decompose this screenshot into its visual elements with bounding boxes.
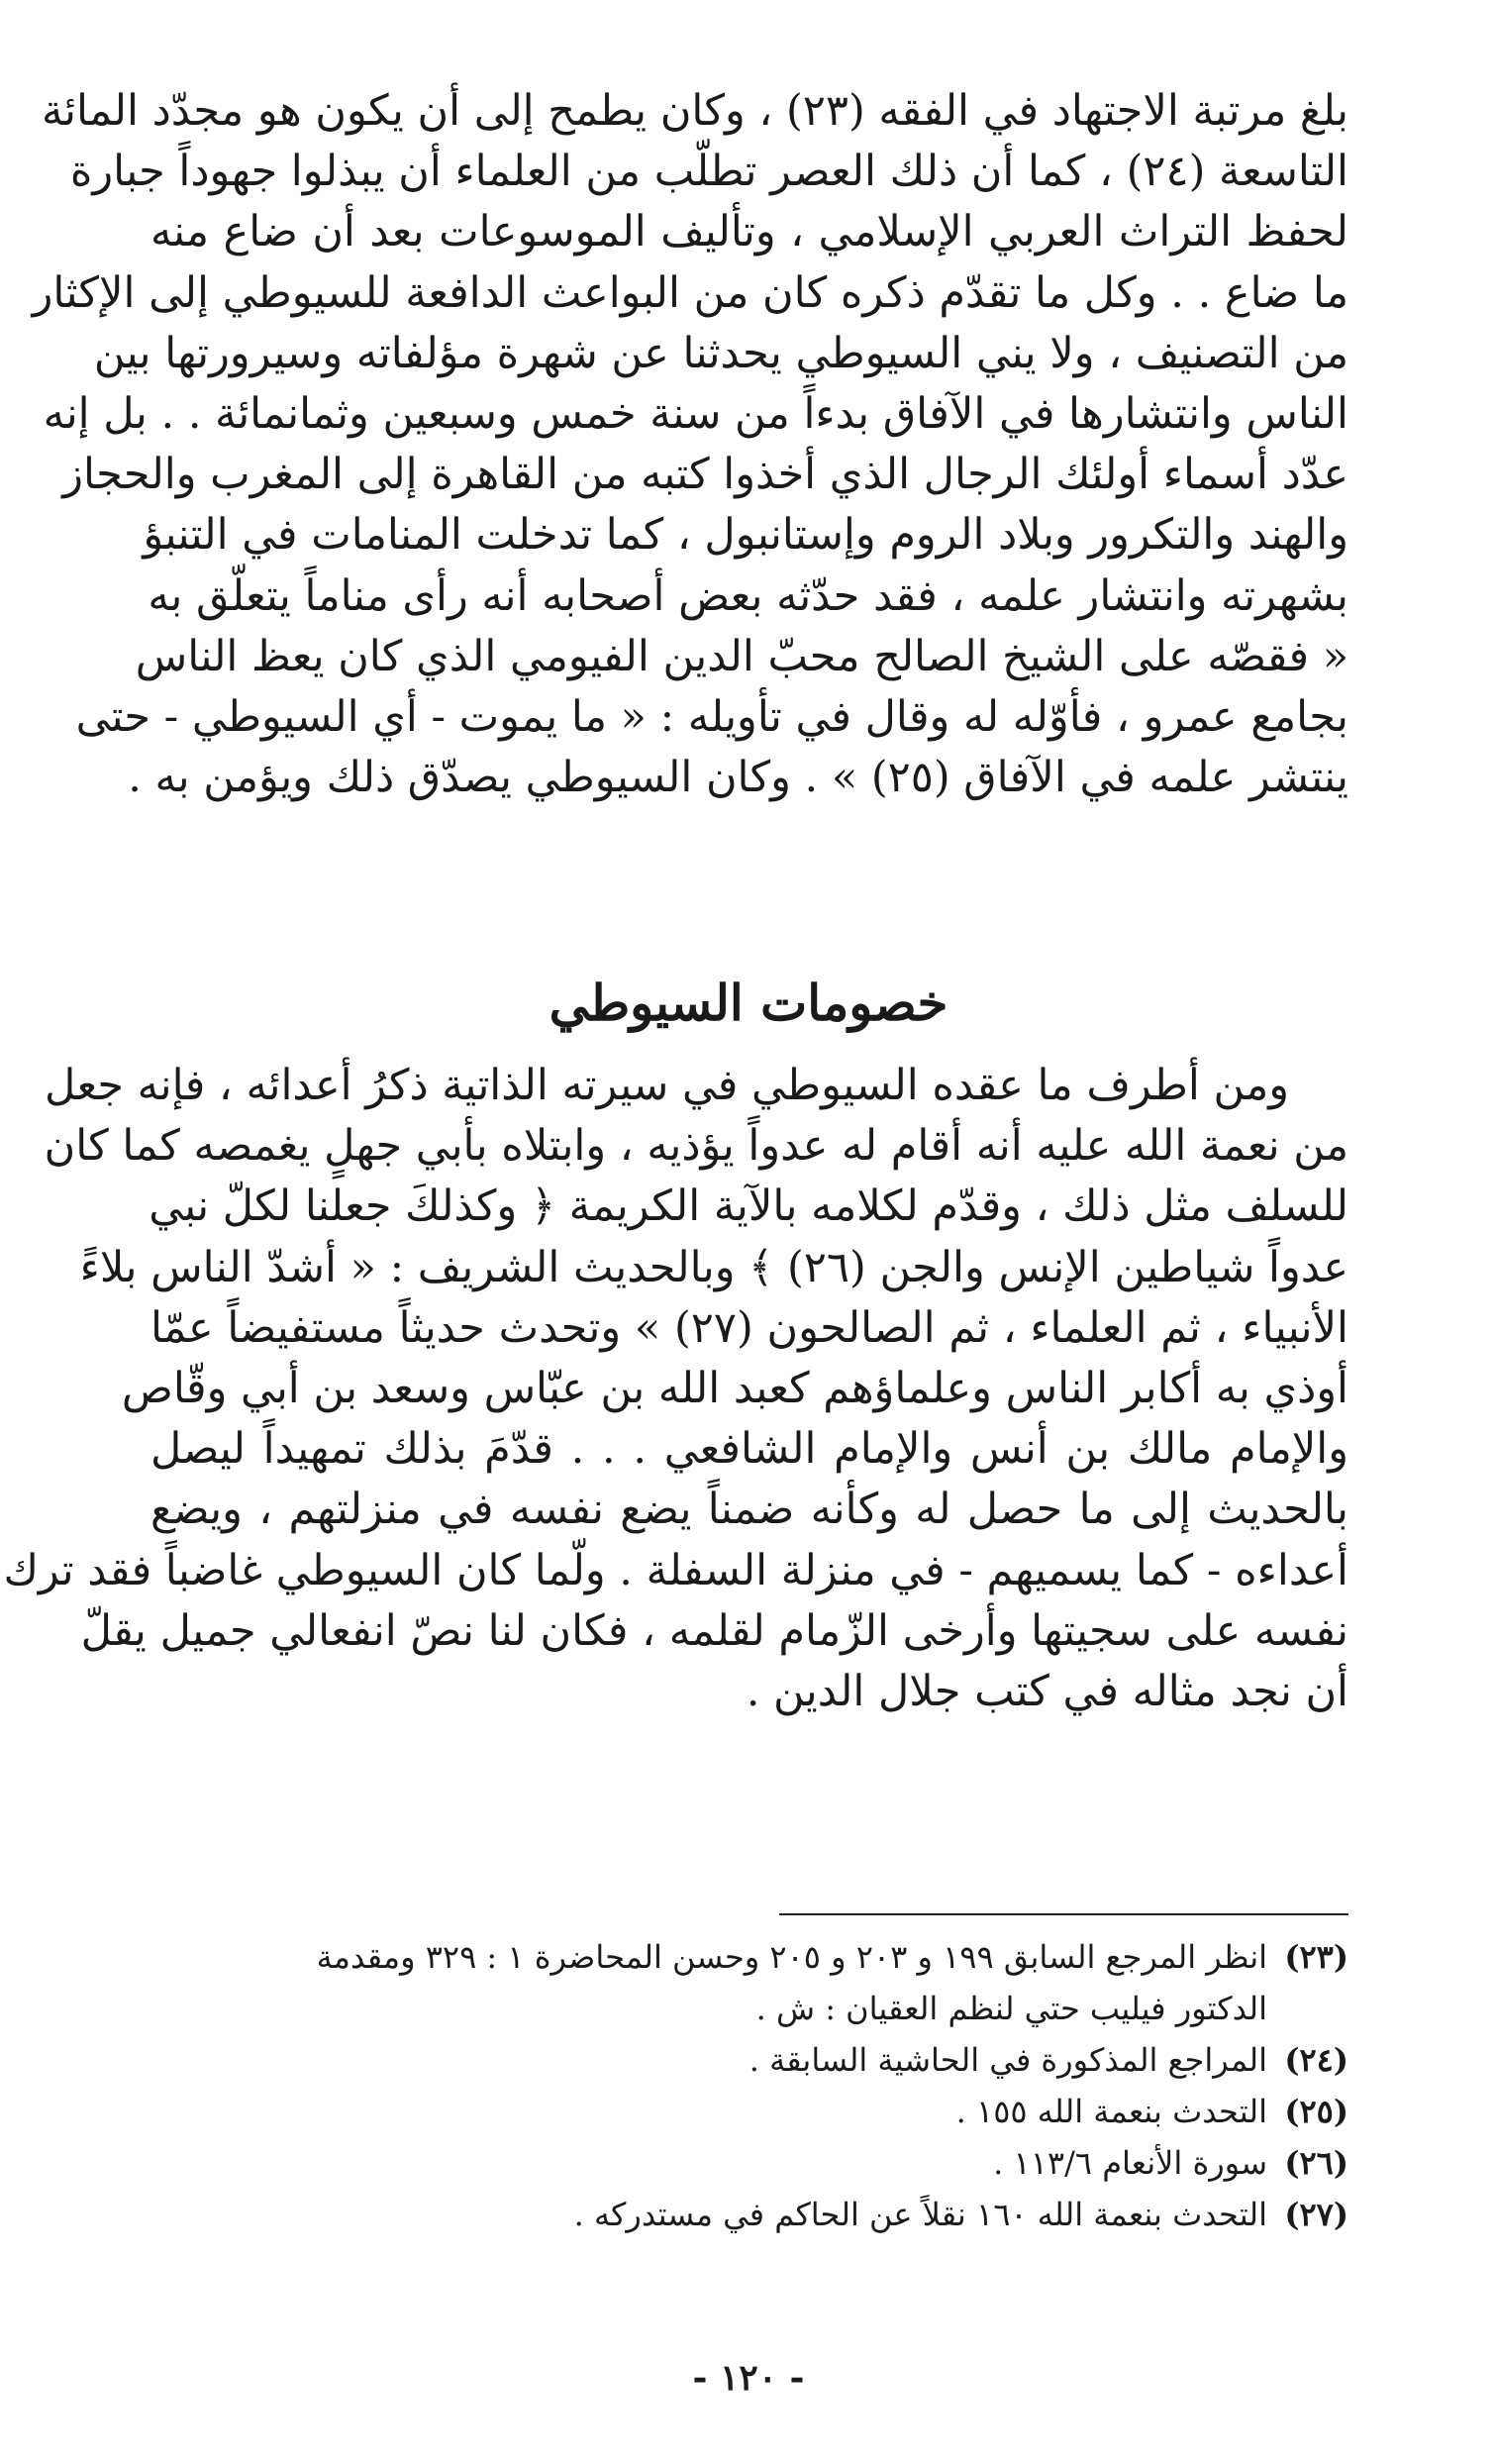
footnote-divider — [779, 1913, 1348, 1915]
text-line: الأنبياء ، ثم العلماء ، ثم الصالحون (٢٧) » وتحدث حديثاً مستفيضاً عمّا — [150, 1302, 1348, 1353]
text-line: والهند والتكرور وبلاد الروم وإستانبول ، كما تدخلت المنامات في التنبؤ — [143, 510, 1348, 561]
text-line: للسلف مثل ذلك ، وقدّم لكلامه بالآية الكريمة ﴿ وكذلكَ جعلنا لكلّ نبي — [149, 1181, 1348, 1232]
text-line: عدواً شياطين الإنس والجن (٢٦) ﴾ وبالحديث الشريف : « أشدّ الناس بلاءً — [79, 1242, 1348, 1292]
text-line: ينتشر علمه في الآفاق (٢٥) » . وكان السيوطي يصدّق ذلك ويؤمن به . — [128, 753, 1348, 803]
footnote-26 — [150, 2137, 1348, 2189]
footnote-line: التحدث بنعمة الله ١٦٠ نقلاً عن الحاكم في مستدركه . — [573, 2196, 1267, 2233]
footnote-24 — [150, 2034, 1348, 2086]
footnote-number: (٢٤) — [1284, 2041, 1348, 2079]
footnote-line: المراجع المذكورة في الحاشية السابقة . — [748, 2041, 1267, 2079]
text-line: من نعمة الله عليه أنه أقام له عدواً يؤذيه ، وابتلاه بأبي جهلٍ يغمصه كما كان — [44, 1121, 1348, 1172]
footnote-line: سورة الأنعام ١١٣/٦ . — [993, 2144, 1267, 2182]
paragraph-2 — [3, 1056, 1348, 1722]
footnote-text — [150, 1931, 1267, 2034]
page-number: - ١٢٠ - — [692, 2357, 805, 2399]
footnote-23 — [150, 1931, 1348, 2034]
footnote-text — [150, 2189, 1267, 2240]
text-line: عدّد أسماء أولئك الرجال الذي أخذوا كتبه من القاهرة إلى المغرب والحجاز — [62, 450, 1348, 500]
section-heading: خصومات السيوطي — [549, 974, 948, 1032]
text-line: بالحديث إلى ما حصل له وكأنه ضمناً يضع نفسه في منزلتهم ، ويضع — [150, 1485, 1348, 1535]
footnote-25 — [150, 2086, 1348, 2137]
footnotes — [150, 1931, 1348, 2240]
text-line: بشهرته وانتشار علمه ، فقد حدّثه بعض أصحابه أنه رأى مناماً يتعلّق به — [148, 570, 1348, 621]
text-line: بجامع عمرو ، فأوّله له وقال في تأويله : « ما يموت - أي السيوطي - حتى — [75, 692, 1348, 743]
footnote-line: التحدث بنعمة الله ١٥٥ . — [955, 2093, 1267, 2130]
text-line: التاسعة (٢٤) ، كما أن ذلك العصر تطلّب من العلماء أن يبذلوا جهوداً جبارة — [69, 147, 1348, 197]
text-line: نفسه على سجيتها وأرخى الزّمام لقلمه ، فكان لنا نصّ انفعالي جميل يقلّ — [80, 1605, 1348, 1656]
text-line: أن نجد مثاله في كتب جلال الدين . — [746, 1667, 1348, 1717]
footnote-number: (٢٦) — [1284, 2144, 1348, 2182]
text-line: أعداءه - كما يسميهم - في منزلة السفلة . ولّما كان السيوطي غاضباً فقد ترك — [3, 1545, 1348, 1595]
footnote-number: (٢٣) — [1284, 1938, 1348, 1976]
text-line: من التصنيف ، ولا يني السيوطي يحدثنا عن شهرة مؤلفاته وسيرورتها بين — [93, 328, 1348, 378]
text-line: ما ضاع . . وكل ما تقدّم ذكره كان من البواعث الدافعة للسيوطي إلى الإكثار — [32, 267, 1348, 318]
text-line: بلغ مرتبة الاجتهاد في الفقه (٢٣) ، وكان يطمح إلى أن يكون هو مجدّد المائة — [41, 86, 1348, 136]
text-line: والإمام مالك بن أنس والإمام الشافعي . . . قدّمَ بذلك تمهيداً ليصل — [150, 1424, 1348, 1475]
footnote-number: (٢٧) — [1284, 2196, 1348, 2233]
text-line: لحفظ التراث العربي الإسلامي ، وتأليف الموسوعات بعد أن ضاع منه — [150, 207, 1348, 257]
paragraph-1 — [32, 81, 1348, 808]
text-line: الناس وانتشارها في الآفاق بدءاً من سنة خمس وسبعين وثمانمائة . . بل إنه — [43, 389, 1348, 440]
footnote-line: انظر المرجع السابق ١٩٩ و ٢٠٣ و ٢٠٥ وحسن المحاضرة ١ : ٣٢٩ ومقدمة — [316, 1938, 1267, 1976]
text-line: ومن أطرف ما عقده السيوطي في سيرته الذاتية ذكرُ أعدائه ، فإنه جعل — [45, 1061, 1289, 1110]
text-line: « فقصّه على الشيخ الصالح محبّ الدين الفيومي الذي كان يعظ الناس — [135, 631, 1348, 681]
footnote-text — [150, 2137, 1267, 2189]
footnote-text — [150, 2086, 1267, 2137]
footnote-line: الدكتور فيليب حتي لنظم العقيان : ش . — [755, 1990, 1267, 2027]
footnote-number: (٢٥) — [1284, 2093, 1348, 2130]
footnote-27 — [150, 2189, 1348, 2240]
text-line: أوذي به أكابر الناس وعلماؤهم كعبد الله بن عبّاس وسعد بن أبي وقّاص — [121, 1364, 1348, 1414]
footnote-text — [150, 2034, 1267, 2086]
